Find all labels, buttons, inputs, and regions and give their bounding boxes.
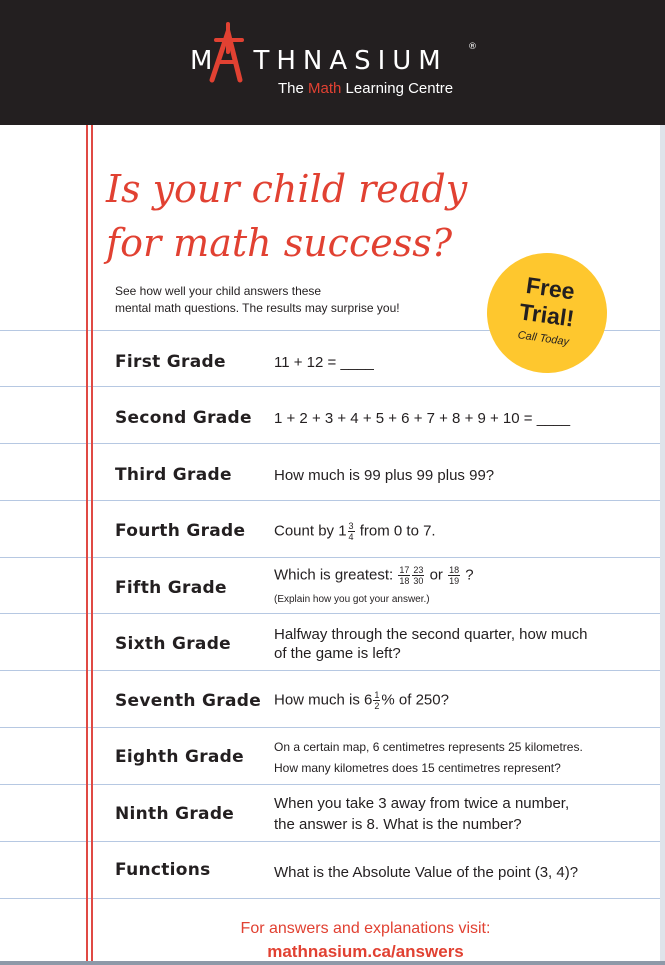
question-mid: or xyxy=(425,566,448,584)
question-pre: How much is 6 xyxy=(274,691,373,709)
logo-a-mark-icon xyxy=(206,22,266,100)
rule-line xyxy=(0,557,665,558)
rule-line xyxy=(0,784,665,785)
grade-label: Eighth Grade xyxy=(115,747,244,767)
question-line-2: How many kilometres does 15 centimetres represent? xyxy=(274,761,561,775)
brand-right: THNASIUM xyxy=(253,46,448,76)
brand-left: M xyxy=(190,46,220,76)
footer-prompt: For answers and explanations visit: xyxy=(240,920,491,937)
fraction xyxy=(448,565,460,586)
grade-label: Seventh Grade xyxy=(115,691,262,711)
question-text xyxy=(274,565,474,586)
question-note: (Explain how you got your answer.) xyxy=(274,594,430,605)
grade-label: Fourth Grade xyxy=(115,521,246,541)
grade-label: Ninth Grade xyxy=(115,804,235,824)
headline-line-1: Is your child ready xyxy=(106,167,468,211)
intro-text xyxy=(115,283,485,317)
question-text: 11 + 12 = ____ xyxy=(274,354,374,371)
grade-label: Functions xyxy=(115,860,211,880)
question-line-2: the answer is 8. What is the number? xyxy=(274,816,522,833)
fraction xyxy=(398,565,410,586)
bottom-edge xyxy=(0,961,665,965)
question-line-1: Halfway through the second quarter, how much xyxy=(274,626,588,643)
question-text: How much is 99 plus 99 plus 99? xyxy=(274,467,495,484)
question-text xyxy=(274,690,449,711)
tagline-post: Learning Centre xyxy=(341,80,454,97)
rule-line xyxy=(0,727,665,728)
fraction xyxy=(412,565,424,586)
rule-line xyxy=(0,443,665,444)
fraction-numerator: 3 xyxy=(348,521,354,531)
question-line-2: of the game is left? xyxy=(274,645,401,662)
grade-label: Fifth Grade xyxy=(115,578,227,598)
question-pre: Count by 1 xyxy=(274,522,347,540)
trademark: ® xyxy=(468,42,477,52)
question-pre: Which is greatest: xyxy=(274,566,398,584)
question-post: % of 250? xyxy=(381,691,449,709)
fraction-denominator: 4 xyxy=(348,532,354,542)
tagline-pre: The xyxy=(278,80,309,97)
page-edge-shadow xyxy=(660,125,665,965)
fraction-denominator: 19 xyxy=(449,576,460,586)
tagline-accent: Math xyxy=(308,80,342,97)
fraction-denominator: 30 xyxy=(413,576,424,586)
rule-line xyxy=(0,841,665,842)
rule-line xyxy=(0,386,665,387)
fraction xyxy=(348,521,355,542)
question-line-1: When you take 3 away from twice a number, xyxy=(274,795,570,812)
question-text: 1 + 2 + 3 + 4 + 5 + 6 + 7 + 8 + 9 + 10 = ____ xyxy=(274,410,571,427)
question-line-1: On a certain map, 6 centimetres represents 25 kilometres. xyxy=(274,740,583,754)
grade-label: First Grade xyxy=(115,352,226,372)
fraction-numerator: 1 xyxy=(374,690,380,700)
tagline xyxy=(278,80,453,97)
intro-line-2: mental math questions. The results may surprise you! xyxy=(115,301,400,315)
headline-line-2: for math success? xyxy=(106,221,453,265)
fraction-numerator: 23 xyxy=(413,565,424,575)
fraction-numerator: 17 xyxy=(399,565,410,575)
rule-line xyxy=(0,613,665,614)
badge-line-2: Trial! xyxy=(517,298,576,332)
fraction-denominator: 18 xyxy=(399,576,410,586)
margin-line xyxy=(91,125,93,965)
question-post: from 0 to 7. xyxy=(355,522,436,540)
grade-label: Second Grade xyxy=(115,408,252,428)
margin-line xyxy=(86,125,88,965)
fraction xyxy=(373,690,380,711)
question-text xyxy=(274,521,436,542)
badge-call-today: Call Today xyxy=(517,329,570,349)
question-post: ? xyxy=(461,566,474,584)
badge-line-1: Free xyxy=(524,271,577,305)
header-banner xyxy=(0,0,665,125)
answers-link[interactable]: mathnasium.ca/answers xyxy=(267,942,464,961)
headline xyxy=(100,160,480,280)
grade-label: Third Grade xyxy=(115,465,232,485)
fraction-numerator: 18 xyxy=(449,565,460,575)
fraction-denominator: 2 xyxy=(374,701,380,711)
intro-line-1: See how well your child answers these xyxy=(115,284,322,298)
question-text: What is the Absolute Value of the point (3, 4)? xyxy=(274,864,579,881)
rule-line xyxy=(0,898,665,899)
rule-line xyxy=(0,670,665,671)
rule-line xyxy=(0,500,665,501)
grade-label: Sixth Grade xyxy=(115,634,231,654)
